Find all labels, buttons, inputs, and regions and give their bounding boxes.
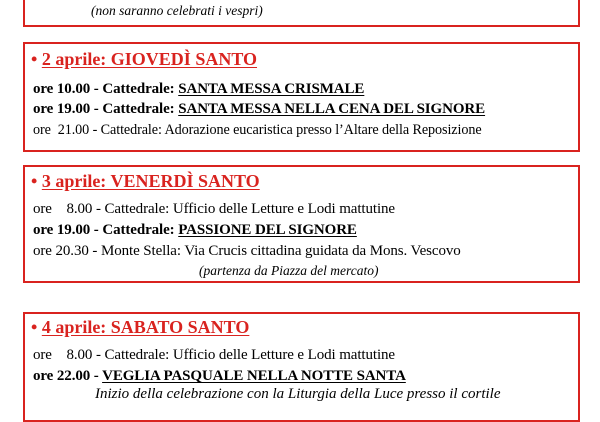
place: Cattedrale:	[102, 81, 175, 97]
separator: -	[92, 201, 105, 217]
separator: -	[90, 368, 103, 384]
bullet-icon: •	[31, 317, 38, 337]
event: SANTA MESSA NELLA CENA DEL SIGNORE	[178, 101, 486, 117]
event: PASSIONE DEL SIGNORE	[178, 222, 357, 238]
place: Cattedrale:	[100, 122, 162, 138]
bullet-icon: •	[31, 49, 38, 69]
time: ore 19.00	[33, 101, 91, 117]
schedule-line	[33, 120, 574, 140]
event: Ufficio delle Letture e Lodi mattutine	[172, 201, 395, 217]
time: ore 20.30	[33, 243, 89, 259]
time: ore 19.00	[33, 222, 91, 238]
day-box-holy-saturday	[23, 312, 580, 422]
time: ore 10.00	[33, 81, 91, 97]
day-box-good-friday	[23, 165, 580, 283]
vigil-note: Inizio della celebrazione con la Liturgia della Luce presso il cortile	[95, 386, 501, 402]
place: Cattedrale:	[102, 101, 175, 117]
event: SANTA MESSA CRISMALE	[178, 81, 365, 97]
time: ore 8.00	[33, 201, 93, 217]
time: ore 8.00	[33, 347, 93, 363]
separator: -	[88, 243, 101, 259]
place: Cattedrale:	[104, 201, 170, 217]
event: VEGLIA PASQUALE NELLA NOTTE SANTA	[102, 368, 406, 384]
vespers-note: (non saranno celebrati i vespri)	[91, 3, 263, 18]
schedule-line	[33, 199, 574, 219]
departure-note: (partenza da Piazza del mercato)	[199, 263, 379, 278]
day-box-holy-thursday	[23, 42, 580, 152]
day-title: 2 aprile: GIOVEDÌ SANTO	[41, 49, 258, 69]
previous-day-box	[23, 0, 580, 27]
place: Monte Stella:	[100, 243, 181, 259]
place: Cattedrale:	[104, 347, 170, 363]
schedule-line	[33, 345, 574, 365]
schedule-line	[33, 220, 574, 240]
day-heading	[31, 171, 260, 192]
separator: -	[92, 347, 105, 363]
bullet-icon: •	[31, 171, 38, 191]
separator: -	[90, 81, 103, 97]
day-heading	[31, 49, 257, 70]
separator: -	[89, 122, 101, 138]
schedule-line	[33, 99, 574, 119]
schedule-line	[33, 79, 574, 99]
event: Adorazione eucaristica presso l’Altare della Reposizione	[164, 122, 482, 138]
day-title: 4 aprile: SABATO SANTO	[41, 317, 250, 337]
time: ore 22.00	[33, 368, 91, 384]
separator: -	[90, 222, 103, 238]
event: Via Crucis cittadina guidata da Mons. Vescovo	[184, 243, 461, 259]
time: ore 21.00	[33, 122, 90, 138]
separator: -	[90, 101, 103, 117]
place: Cattedrale:	[102, 222, 175, 238]
schedule-line	[33, 366, 574, 386]
schedule-line	[33, 241, 574, 261]
day-title: 3 aprile: VENERDÌ SANTO	[41, 171, 260, 191]
day-heading	[31, 317, 249, 338]
event: Ufficio delle Letture e Lodi mattutine	[172, 347, 395, 363]
